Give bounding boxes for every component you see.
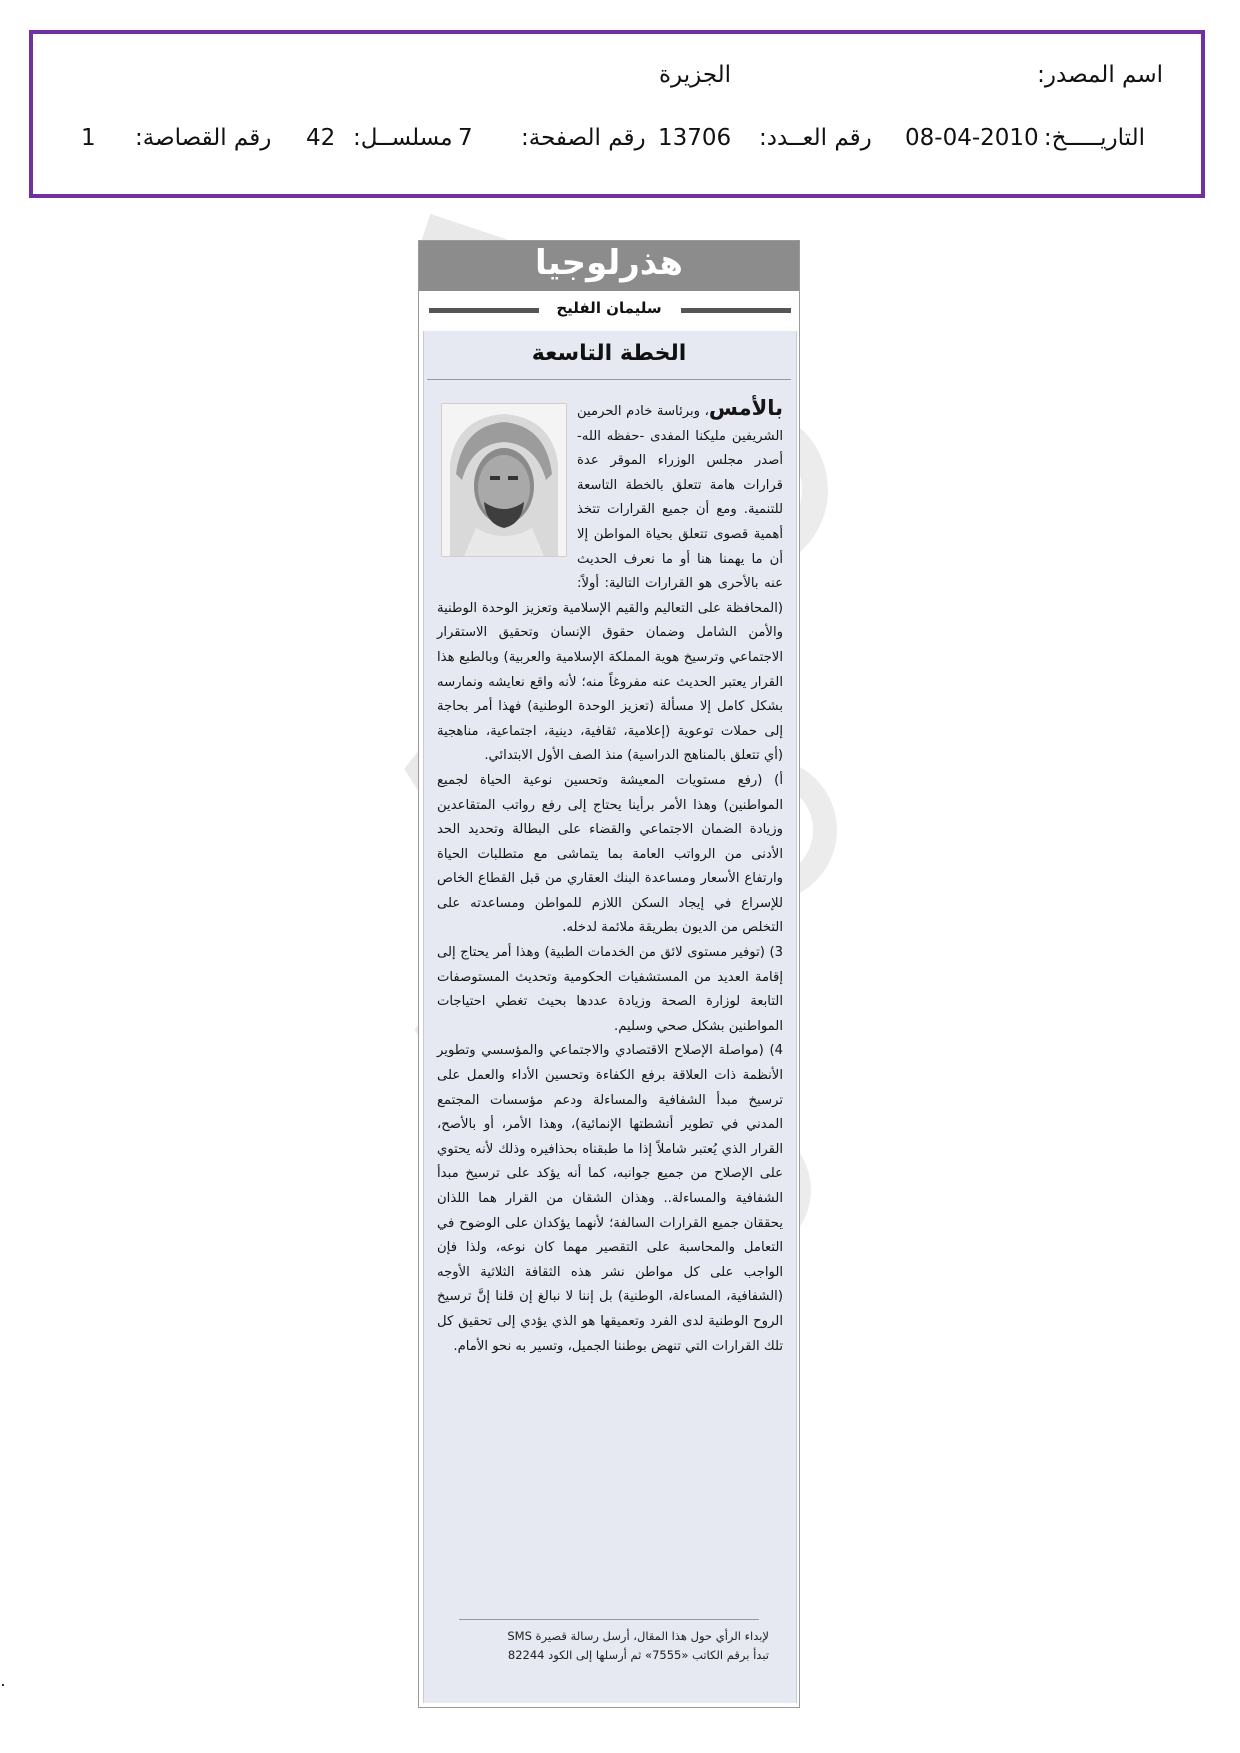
column-title: هذرلوجيا [534, 243, 684, 283]
page-label: رقم الصفحة: [521, 125, 646, 151]
source-label: اسم المصدر: [1037, 62, 1163, 88]
page-value: 7 [458, 125, 473, 151]
footer-rule [459, 1619, 759, 1620]
paragraph-3: 3) (توفير مستوى لائق من الخدمات الطبية) وهذا أمر يحتاج إلى إقامة العديد من المستشفيات الحكومية وتحديث المستوصفات التابعة لوزارة الصحة وزيادة عددها بحيث تغطي احتياجات المواطنين بشكل صحي وسليم. [437, 945, 783, 1034]
metadata-box [29, 30, 1205, 198]
author-bar [419, 293, 799, 327]
paragraph-2: أ) (رفع مستويات المعيشة وتحسين نوعية الحياة لجميع المواطنين) وهذا الأمر برأينا يحتاج إلى رفع رواتب المتقاعدين وزيادة الضمان الاجتماعي والقضاء على البطالة وتحديد الحد الأدنى من الرواتب العامة بما يتماشى مع متطلبات الحياة وارتفاع الأسعار ومساعدة البنك العقاري من قبل القطاع الخاص للإسراع في إيجاد السكن اللازم للمواطن ومساعدته على التخلص من الديون بطريقة ملائمة لدخله. [437, 772, 783, 936]
issue-label: رقم العــدد: [759, 125, 872, 151]
serial-value: 42 [306, 125, 336, 151]
sms-note-line-2: تبدأ برقم الكاتب «7555» ثم أرسلها إلى الكود 82244 [507, 1648, 769, 1662]
issue-value: 13706 [658, 125, 732, 151]
lead-word: بالأمس [708, 396, 783, 420]
clip-label: رقم القصاصة: [135, 125, 272, 151]
date-label: التاريـــــخ: [1043, 125, 1145, 151]
serial-label: مسلســل: [353, 125, 453, 151]
paragraph-1-text: ، وبرئاسة خادم الحرمين الشريفين مليكنا المفدى -حفظه الله- أصدر مجلس الوزراء الموقر عدة قرارات هامة تتعلق بالخطة التاسعة للتنمية. ومع أن جميع القرارات تتخذ أهمية قصوى تتعلق بحياة المواطن إلا أن ما يهمنا هنا أو ما نعرف الحديث عنه بالأحرى هو القرارات التالية: أولاً: (المحافظة على التعاليم والقيم الإسلامية وتعزيز الوحدة الوطنية والأمن الشامل وضمان حقوق الإنسان وتحقيق الاستقرار الاجتماعي وترسيخ هوية المملكة الإسلامية والعربية) وبالطبع هذا القرار يعتبر الحديث عنه مفروغاً منه؛ لأنه واقع نعايشه ونمارسه بشكل كامل إلا مسألة (تعزيز الوحدة الوطنية) فهذا أمر بحاجة إلى حملات توعوية (إعلامية، ثقافية، دينية، اجتماعية، مناهجية (أي تتعلق بالمناهج الدراسية) منذ الصف الأول الابتدائي. [437, 404, 783, 764]
margin-mark [2, 1684, 4, 1686]
sms-note-line-1: لإبداء الرأي حول هذا المقال، أرسل رسالة قصيرة SMS [507, 1629, 769, 1643]
clip-value: 1 [81, 125, 96, 151]
headline-rule [427, 379, 791, 380]
date-value: 08-04-2010 [905, 125, 1039, 151]
article-headline: الخطة التاسعة [531, 341, 687, 366]
author-photo [441, 403, 567, 557]
article-column [418, 240, 800, 1708]
author-name: سليمان الفليح [556, 299, 662, 317]
paragraph-4: 4) (مواصلة الإصلاح الاقتصادي والاجتماعي والمؤسسي وتطوير الأنظمة ذات العلاقة برفع الكفاءة وتحسين الأداء والعمل على ترسيخ مبدأ الشفافية والمساءلة ودعم مؤسسات المجتمع المدني في تطوير أنشطتها الإنمائية)، وهذا الأمر، أو بالأصح، القرار الذي يُعتبر شاملاً إذا ما طبقناه بحذافيره وذلك لأنه يحتوي على الإصلاح من جميع جوانبه، كما أنه يؤكد على ترسيخ مبدأ الشفافية والمساءلة.. وهذان الشقان من القرار هما اللذان يحققان جميع القرارات السالفة؛ لأنهما يؤكدان على الوضوح في التعامل والمحاسبة على التقصير مهما كان نوعه، ولذا فإن الواجب على كل مواطن نشر هذه الثقافة الثلاثية الأوجه (الشفافية، المساءلة، الوطنية) بل إننا لا نبالغ إن قلنا إنَّ ترسيخ الروح الوطنية لدى الفرد وتعميقها هو الذي يؤدي إلى تحقيق كل تلك القرارات التي تنهض بوطننا الجميل، وتسير به نحو الأمام. [437, 1043, 783, 1354]
sms-note [449, 1627, 769, 1665]
source-value: الجزيرة [659, 62, 732, 88]
